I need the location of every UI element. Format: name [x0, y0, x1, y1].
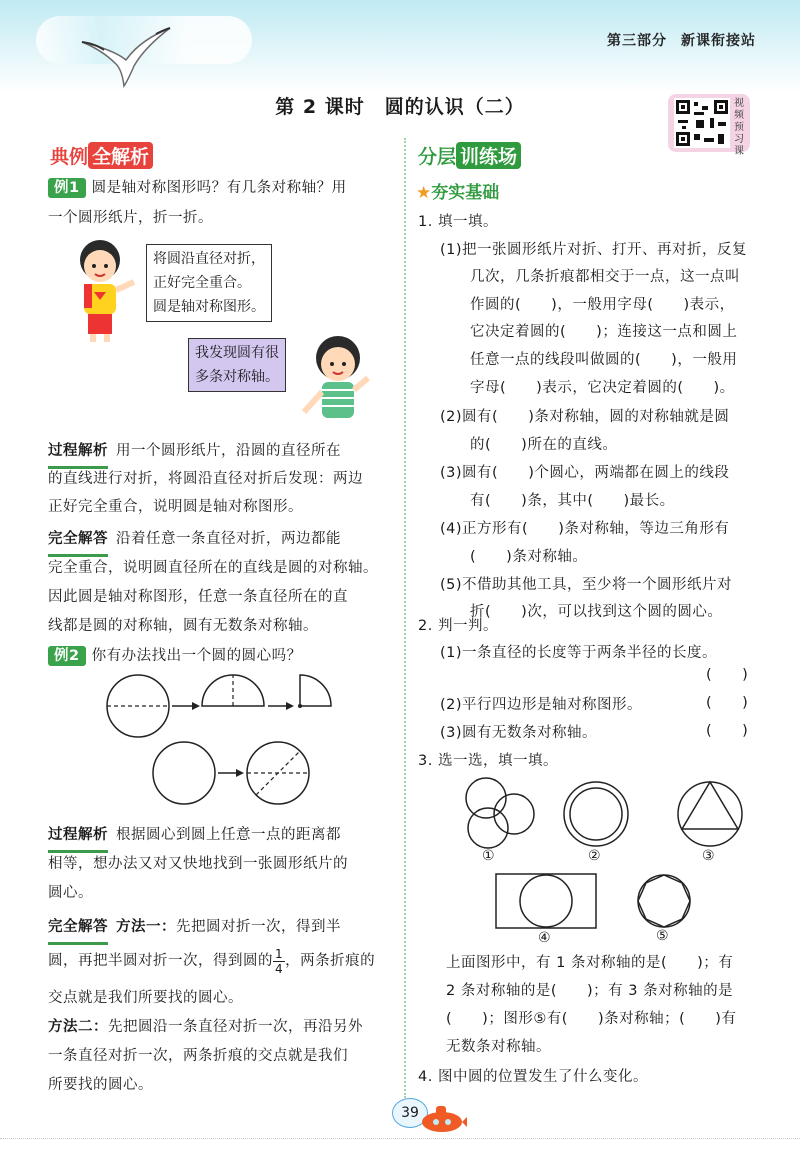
answer1-tag: 完全解答 — [48, 524, 108, 557]
answer1-text1: 沿着任意一条直径对折，两边都能 — [116, 531, 341, 547]
method1-text2b: ，两条折痕的 — [285, 953, 376, 969]
answer1-line3: 因此圆是轴对称图形，任意一条直径所在的直 — [48, 589, 348, 605]
boy-illustration — [298, 332, 378, 432]
bird-icon — [74, 20, 184, 90]
q3-line4: 无数条对称轴。 — [446, 1039, 551, 1055]
section-part: 第三部分 — [607, 33, 667, 49]
q1-line-5: 任意一点的线段叫做圆的( )，一般用 — [470, 352, 738, 368]
q1-line-8: 的( )所在的直线。 — [470, 437, 618, 453]
method1-label: 方法一： — [116, 919, 176, 935]
process2-text1: 根据圆心到圆上任意一点的距离都 — [116, 827, 341, 843]
q1-line-12: ( )条对称轴。 — [470, 549, 588, 565]
method2-line2: 一条直径对折一次，两条折痕的交点就是我们 — [48, 1048, 348, 1064]
fraction-numerator: 1 — [275, 946, 284, 961]
girl-illustration — [58, 236, 144, 344]
q2-answer1[interactable]: ( ) — [706, 667, 749, 683]
process1-line2: 的直线进行对折，将圆沿直径对折后发现：两边 — [48, 471, 363, 487]
figure-label-5: ⑤ — [656, 928, 669, 944]
answer2-line2 — [48, 946, 375, 976]
q1-line-9: (3)圆有( )个圆心，两端都在圆上的线段 — [440, 465, 730, 481]
fraction-quarter — [273, 947, 285, 976]
answer2-tag: 完全解答 — [48, 912, 108, 945]
figure-label-4: ④ — [538, 930, 551, 946]
process1-tag: 过程解析 — [48, 436, 108, 469]
sub-heading — [416, 178, 499, 203]
method2-text1: 先把圆沿一条直径对折一次，再沿另外 — [108, 1019, 363, 1035]
q1-line-4: 它决定着圆的( )；连接这一点和圆上 — [470, 324, 738, 340]
page-number: 39 — [392, 1098, 428, 1128]
left-heading-b: 全解析 — [88, 142, 153, 169]
example1-tag: 例1 — [48, 178, 86, 198]
q1-line-6: 字母( )表示，它决定着圆的( )。 — [470, 380, 735, 396]
girl-bubble-line3: 圆是轴对称图形。 — [153, 299, 265, 315]
bottom-rule — [0, 1138, 800, 1139]
figure-label-3: ③ — [702, 848, 715, 864]
submarine-icon — [418, 1100, 468, 1134]
example1-text1: 圆是轴对称图形吗？有几条对称轴？用 — [91, 180, 347, 196]
method2-line3: 所要找的圆心。 — [48, 1077, 153, 1093]
q2-answer2[interactable]: ( ) — [706, 695, 749, 711]
answer1-line2: 完全重合，说明圆直径所在的直线是圆的对称轴。 — [48, 560, 378, 576]
column-divider — [404, 138, 406, 1098]
figure-label-2: ② — [588, 848, 601, 864]
q2-item3: (3)圆有无数条对称轴。 — [440, 725, 598, 741]
right-heading — [418, 142, 521, 169]
qr-code-icon[interactable] — [674, 98, 730, 148]
example2-line — [48, 641, 302, 671]
q1-line-14: 折( )次，可以找到这个圆的圆心。 — [470, 604, 723, 620]
q3-title: 3. 选一选，填一填。 — [418, 753, 558, 769]
answer2-line3: 交点就是我们所要找的圆心。 — [48, 990, 243, 1006]
process2-line2: 相等，想办法又对又快地找到一张圆形纸片的 — [48, 856, 348, 872]
q4-title: 4. 图中圆的位置发生了什么变化。 — [418, 1069, 648, 1085]
q2-answer3[interactable]: ( ) — [706, 723, 749, 739]
method1-text2a: 圆，再把半圆对折一次，得到圆的 — [48, 953, 273, 969]
method2-label: 方法二： — [48, 1019, 108, 1035]
right-heading-b: 训练场 — [456, 142, 521, 169]
qr-code-block[interactable] — [668, 94, 750, 157]
q1-line-1: (1)把一张圆形纸片对折、打开、再对折，反复 — [440, 242, 748, 258]
example1-line1 — [48, 173, 347, 203]
star-icon: ★ — [416, 183, 432, 203]
method1-text1: 先把圆对折一次，得到半 — [176, 919, 341, 935]
example2-text: 你有办法找出一个圆的圆心吗？ — [91, 648, 302, 664]
boy-bubble-line2: 多条对称轴。 — [195, 369, 279, 385]
fraction-denominator: 4 — [275, 961, 284, 976]
answer1-line4: 线都是圆的对称轴，圆有无数条对称轴。 — [48, 618, 318, 634]
boy-speech-bubble — [188, 338, 286, 392]
process2-line3: 圆心。 — [48, 885, 93, 901]
q3-line1: 上面图形中，有 1 条对称轴的是( )；有 — [446, 955, 734, 971]
q1-line-2: 几次，几条折痕都相交于一点，这一点叫 — [470, 269, 740, 285]
q3-line3: ( )；图形⑤有( )条对称轴；( )有 — [446, 1011, 737, 1027]
q3-figures — [456, 774, 766, 946]
qr-label: 视频预习课 — [734, 98, 744, 157]
girl-bubble-line1: 将圆沿直径对折， — [153, 251, 265, 267]
boy-bubble-line1: 我发现圆有很 — [195, 345, 279, 361]
right-heading-a: 分层 — [418, 146, 457, 168]
girl-bubble-line2: 正好完全重合。 — [153, 275, 251, 291]
method2-line1 — [48, 1012, 363, 1042]
q1-line-13: (5)不借助其他工具，至少将一个圆形纸片对 — [440, 577, 733, 593]
answer2-line1 — [48, 912, 341, 945]
q2-title: 2. 判一判。 — [418, 618, 498, 634]
process2-tag: 过程解析 — [48, 820, 108, 853]
left-heading-a: 典例 — [50, 146, 89, 168]
example2-tag: 例2 — [48, 646, 86, 666]
q1-line-7: (2)圆有( )条对称轴，圆的对称轴就是圆 — [440, 409, 730, 425]
q2-item2: (2)平行四边形是轴对称图形。 — [440, 697, 643, 713]
section-sub: 新课衔接站 — [681, 33, 756, 49]
sub-heading-text: 夯实基础 — [431, 183, 500, 203]
example1-line2: 一个圆形纸片，折一折。 — [48, 210, 213, 226]
lesson-title: 第 2 课时 圆的认识（二） — [275, 96, 525, 118]
q1-title: 1. 填一填。 — [418, 214, 498, 230]
process1-text1: 用一个圆形纸片，沿圆的直径所在 — [116, 443, 341, 459]
girl-speech-bubble — [146, 244, 272, 322]
process1-line3: 正好完全重合，说明圆是轴对称图形。 — [48, 499, 303, 515]
q1-line-11: (4)正方形有( )条对称轴，等边三角形有 — [440, 521, 730, 537]
left-heading — [50, 142, 153, 169]
section-label — [607, 30, 756, 50]
q3-line2: 2 条对称轴的是( )；有 3 条对称轴的是 — [446, 983, 734, 999]
q2-item1: (1)一条直径的长度等于两条半径的长度。 — [440, 645, 718, 661]
folding-diagram — [100, 668, 340, 808]
figure-label-1: ① — [482, 848, 495, 864]
q1-line-10: 有( )条，其中( )最长。 — [470, 493, 675, 509]
q1-line-3: 作圆的( )，一般用字母( )表示， — [470, 297, 735, 313]
